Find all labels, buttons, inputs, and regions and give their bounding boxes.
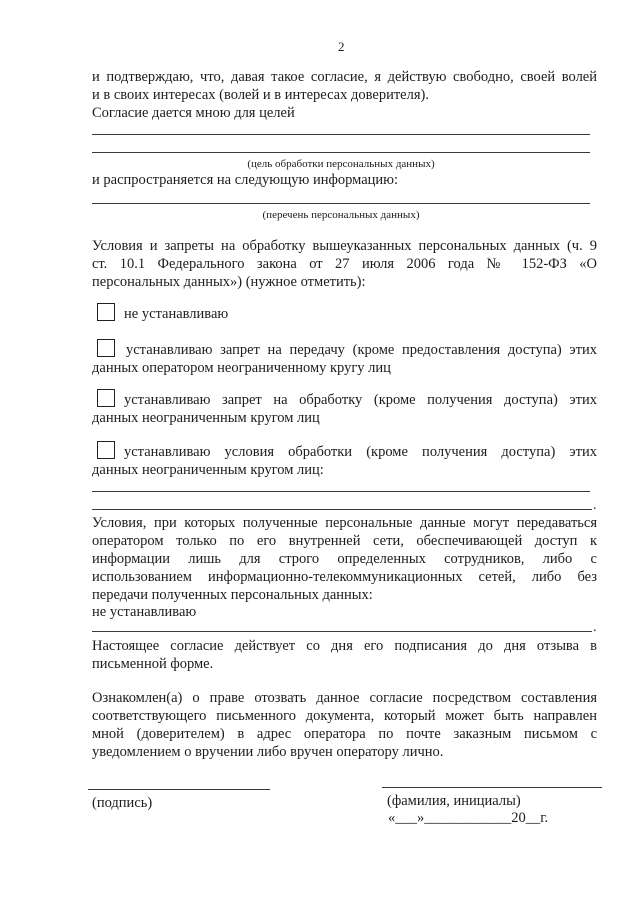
validity-line2: письменной форме.	[92, 656, 214, 672]
purposes-fill-line-2[interactable]	[92, 152, 590, 153]
conditions-intro-line2: ст. 10.1 Федерального закона от 27 июля 2006 года № 152-ФЗ «О	[92, 256, 597, 272]
transfer-conditions-line5: передачи полученных персональных данных:	[92, 587, 373, 603]
date-field[interactable]: «___»____________20__г.	[388, 810, 549, 826]
consent-intro-line1: и подтверждаю, что, давая такое согласие, я действую свободно, своей волей	[92, 69, 597, 85]
fill-line-period: .	[593, 498, 597, 513]
transfer-conditions-line2: оператором только по его внутренней сети, обеспечивающей доступ к	[92, 533, 597, 549]
option-processing-conditions-line1: устанавливаю условия обработки (кроме получения доступа) этих	[124, 444, 597, 460]
scope-caption: (перечень персональных данных)	[262, 209, 420, 221]
option-not-set-checkbox[interactable]	[97, 303, 115, 321]
consent-intro-line2: и в своих интересах (волей и в интересах доверителя).	[92, 87, 429, 103]
transfer-conditions-answer[interactable]: не устанавливаю	[92, 604, 197, 620]
option-not-set-label: не устанавливаю	[124, 306, 229, 322]
option-processing-conditions-line2: данных неограниченным кругом лиц:	[92, 462, 324, 478]
revocation-line1: Ознакомлен(а) о праве отозвать данное согласие посредством составления	[92, 690, 597, 706]
revocation-line4: уведомлением о вручении либо вручен оператору лично.	[92, 744, 444, 760]
page-number: 2	[338, 39, 345, 54]
option-transfer-ban-line2: данных оператором неограниченному кругу лиц	[92, 360, 391, 376]
signature-fill-line[interactable]	[88, 789, 270, 790]
signature-caption: (подпись)	[92, 795, 153, 811]
name-caption: (фамилия, инициалы)	[387, 793, 521, 809]
scope-fill-line[interactable]	[92, 203, 590, 204]
revocation-line2: соответствующего письменного документа, который может быть направлен	[92, 708, 597, 724]
purposes-label: Согласие дается мною для целей	[92, 105, 295, 121]
scope-label: и распространяется на следующую информацию:	[92, 172, 399, 188]
option-processing-ban-line2: данных неограниченным кругом лиц	[92, 410, 320, 426]
option-transfer-ban-checkbox[interactable]	[97, 339, 115, 357]
transfer-conditions-line3: информации лишь для строго определенных сотрудников, либо с	[92, 551, 597, 567]
transfer-conditions-line1: Условия, при которых полученные персональные данные могут передаваться	[92, 515, 597, 531]
conditions-intro-line3: персональных данных») (нужное отметить):	[92, 274, 366, 290]
transfer-conditions-line4: использованием информационно-телекоммуникационных сетей, либо без	[92, 569, 597, 585]
option-transfer-ban-line1: устанавливаю запрет на передачу (кроме предоставления доступа) этих	[126, 342, 597, 358]
option-processing-conditions-checkbox[interactable]	[97, 441, 115, 459]
purposes-caption: (цель обработки персональных данных)	[247, 158, 435, 170]
validity-line1: Настоящее согласие действует со дня его подписания до дня отзыва в	[92, 638, 597, 654]
purposes-fill-line-1[interactable]	[92, 134, 590, 135]
name-fill-line[interactable]	[382, 787, 602, 788]
option-processing-ban-line1: устанавливаю запрет на обработку (кроме получения доступа) этих	[124, 392, 597, 408]
processing-conditions-fill-line-1[interactable]	[92, 491, 590, 492]
processing-conditions-fill-line-2[interactable]	[92, 509, 592, 510]
conditions-intro-line1: Условия и запреты на обработку вышеуказанных персональных данных (ч. 9	[92, 238, 597, 254]
option-processing-ban-checkbox[interactable]	[97, 389, 115, 407]
revocation-line3: мной (доверителем) в адрес оператора по почте заказным письмом с	[92, 726, 597, 742]
transfer-line-period: .	[593, 620, 597, 635]
transfer-conditions-fill-line[interactable]	[92, 631, 592, 632]
